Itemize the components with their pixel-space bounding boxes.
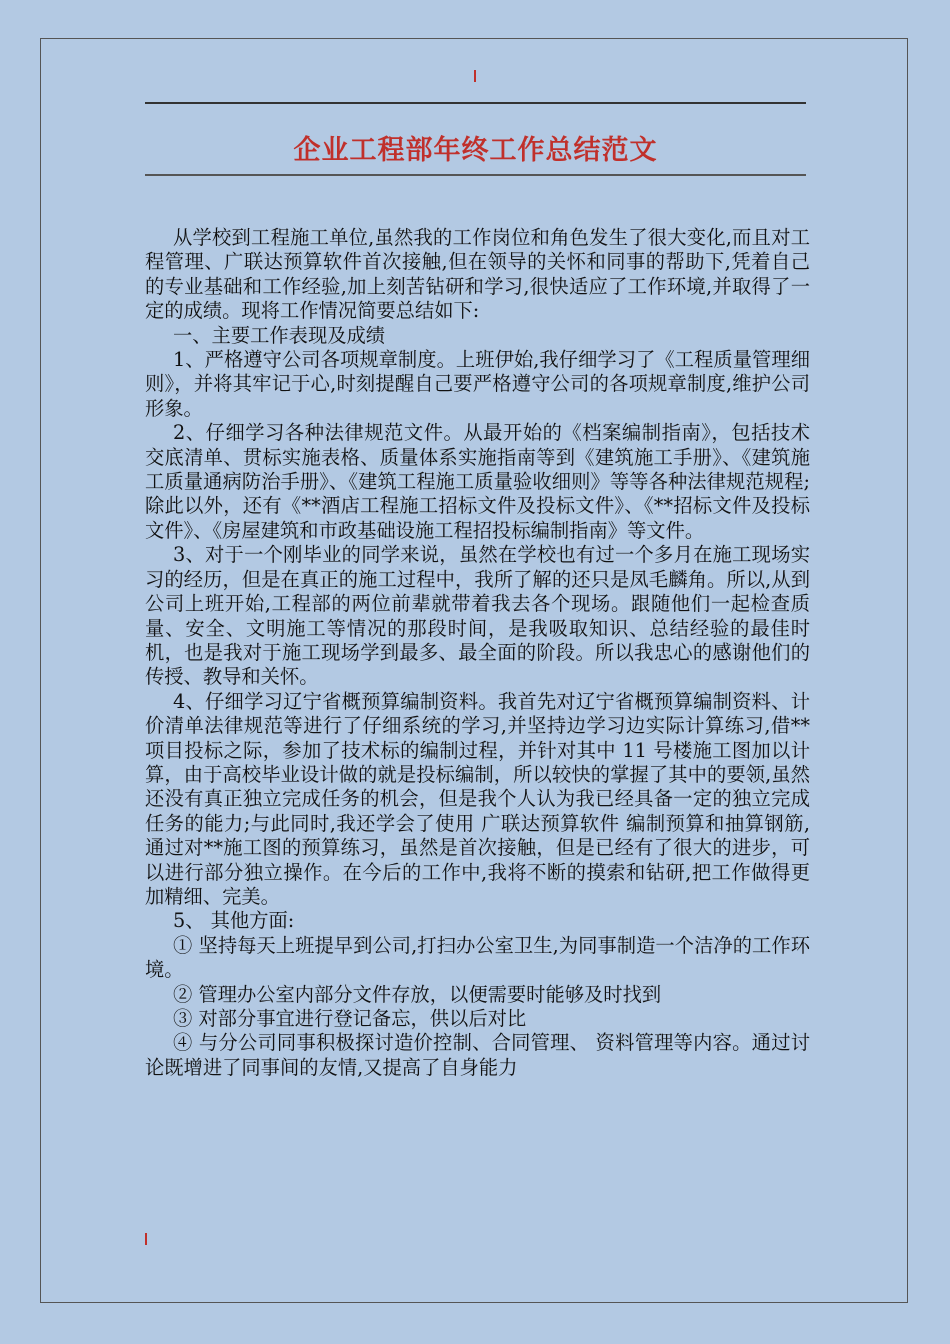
title-rule	[145, 174, 806, 176]
document-title: 企业工程部年终工作总结范文	[293, 135, 658, 166]
list-item: ② 管理办公室内部分文件存放，以便需要时能够及时找到	[172, 982, 662, 1006]
paragraph-item-3: 3、对于一个刚毕业的同学来说，虽然在学校也有过一个多月在施工现场实习的经历，但是在真正的施工过程中，我所了解的还只是凤毛麟角。所以,从到公司上班开始,工程部的两位前辈就带着我去各个现场。跟随他们一起检查质量、安全、文明施工等情况的那段时间，是我吸取知识、总结经验的最佳时机，也是我对于施工现场学到最多、最全面的阶段。所以我忠心的感谢他们的传授、教导和关怀。	[145, 543, 810, 689]
list-item: ① 坚持每天上班提早到公司,打扫办公室卫生,为同事制造一个洁净的工作环境。	[145, 933, 810, 982]
paragraph-item-5: 5、 其他方面:	[172, 909, 295, 933]
paragraph-item-1: 1、严格遵守公司各项规章制度。上班伊始,我仔细学习了《工程质量管理细则》，并将其牢记于心,时刻提醒自己要严格遵守公司的各项规章制度,维护公司形象。	[145, 348, 810, 420]
section-heading: 一、主要工作表现及成绩	[172, 323, 386, 347]
paragraph-item-4: 4、仔细学习辽宁省概预算编制资料。我首先对辽宁省概预算编制资料、计价清单法律规范等进行了仔细系统的学习,并坚持边学习边实际计算练习,借**项目投标之际，参加了技术标的编制过程，并针对其中 11 号楼施工图加以计算，由于高校毕业设计做的就是投标编制，所以较快的掌握了其中的要领,虽然还没有真正独立完成任务的机会，但是我个人认为我已经具备一定的独立完成任务的能力;与此同时,我还学会了使用 广联达预算软件 编制预算和抽算钢筋,通过对**施工图的预算练习，虽然是首次接触，但是已经有了很大的进步，可以进行部分独立操作。在今后的工作中,我将不断的摸索和钻研,把工作做得更加精细、完美。	[145, 689, 810, 908]
list-item: ③ 对部分事宜进行登记备忘，供以后对比	[172, 1007, 527, 1030]
paragraph-intro: 从学校到工程施工单位,虽然我的工作岗位和角色发生了很大变化,而且对工程管理、广联达预算软件首次接触,但在领导的关怀和同事的帮助下,凭着自己的专业基础和工作经验,加上刻苦钻研和学习,很快适应了工作环境,并取得了一定的成绩。现将工作情况简要总结如下:	[145, 226, 810, 323]
document-body	[145, 226, 810, 1080]
paragraph-item-2: 2、仔细学习各种法律规范文件。从最开始的《档案编制指南》，包括技术交底清单、贯标实施表格、质量体系实施指南等到《建筑施工手册》、《建筑施工质量通病防治手册》、《建筑工程施工质量验收细则》等等各种法律规范规程;除此以外，还有《**酒店工程施工招标文件及投标文件》、《**招标文件及投标文件》、《房屋建筑和市政基础设施工程招投标编制指南》等文件。	[145, 421, 810, 542]
header-mark	[474, 70, 476, 82]
list-item: ④ 与分公司同事积极探讨造价控制、合同管理、 资料管理等内容。通过讨论既增进了同事间的友情,又提高了自身能力	[145, 1031, 810, 1079]
header-rule	[145, 102, 806, 104]
footer-mark	[145, 1233, 147, 1245]
